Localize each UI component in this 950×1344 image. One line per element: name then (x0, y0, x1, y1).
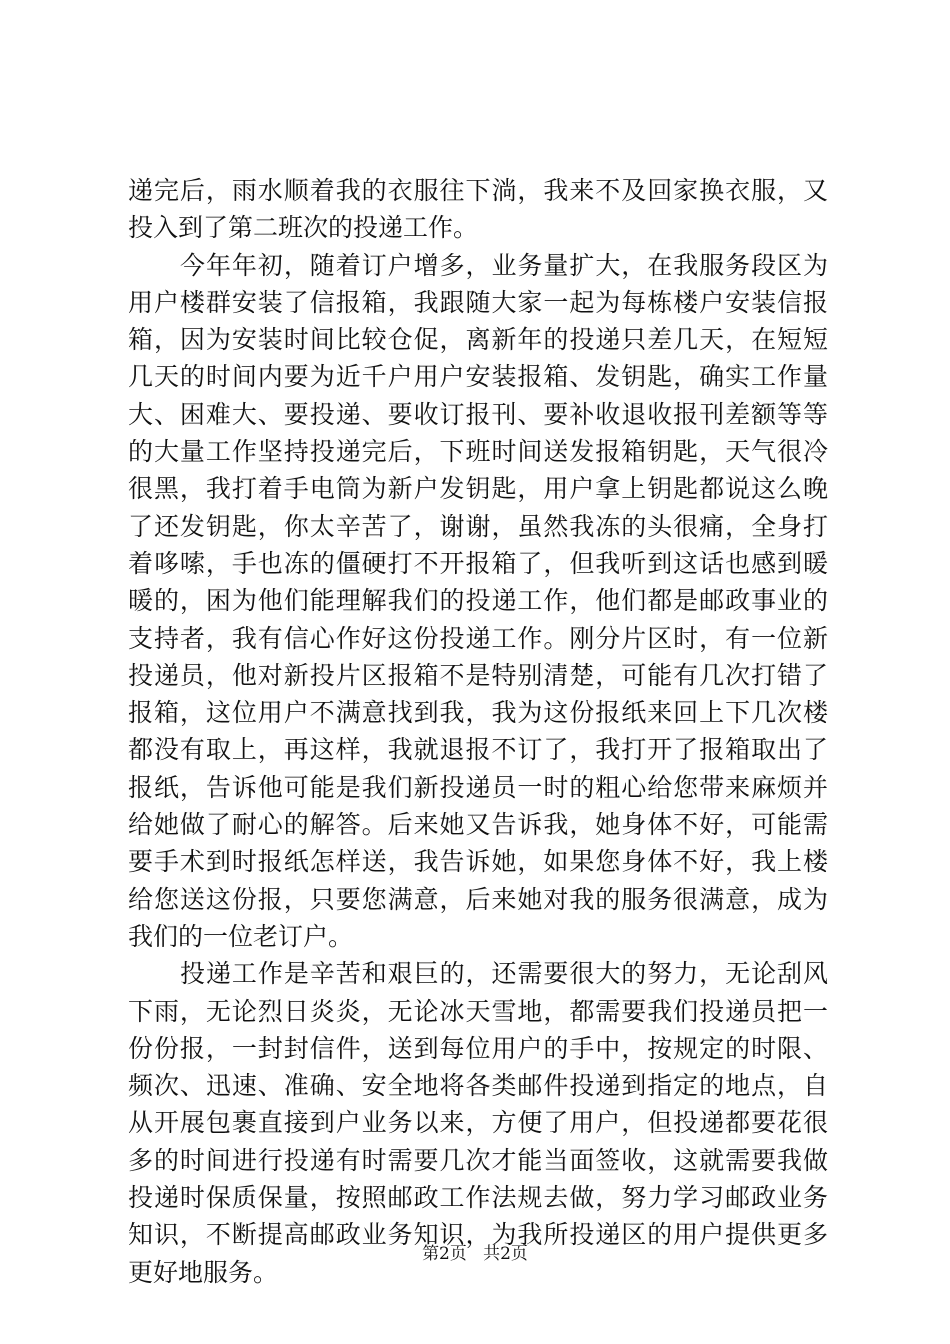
text-line: 投递员，他对新投片区报箱不是特别清楚，可能有几次打错了 (128, 660, 828, 690)
text-line: 暖的，困为他们能理解我们的投递工作，他们都是邮政事业的 (128, 586, 828, 616)
text-line: 要手术到时报纸怎样送，我告诉她，如果您身体不好，我上楼 (128, 847, 828, 877)
page-footer (0, 1242, 950, 1266)
text-line: 今年年初，随着订户增多，业务量扩大，在我服务段区为 (180, 250, 828, 280)
text-line: 报箱，这位用户不满意找到我，我为这份报纸来回上下几次楼 (128, 698, 828, 728)
text-line: 支持者，我有信心作好这份投递工作。刚分片区时，有一位新 (128, 623, 828, 653)
text-line: 都没有取上，再这样，我就退报不订了，我打开了报箱取出了 (128, 735, 828, 765)
text-line: 投递工作是辛苦和艰巨的，还需要很大的努力，无论刮风 (180, 959, 828, 989)
text-line: 更好地服务。 (128, 1257, 279, 1287)
text-line: 从开展包裹直接到户业务以来，方便了用户，但投递都要花很 (128, 1108, 828, 1138)
text-line: 投入到了第二班次的投递工作。 (128, 213, 479, 243)
text-line: 的大量工作坚持投递完后，下班时间送发报箱钥匙，天气很冷 (128, 437, 828, 467)
text-line: 投递时保质保量，按照邮政工作法规去做，努力学习邮政业务 (128, 1183, 828, 1213)
text-line: 频次、迅速、准确、安全地将各类邮件投递到指定的地点，自 (128, 1071, 828, 1101)
text-line: 用户楼群安装了信报箱，我跟随大家一起为每栋楼户安装信报 (128, 287, 828, 317)
text-line: 箱，因为安装时间比较仓促，离新年的投递只差几天，在短短 (128, 325, 828, 355)
text-line: 递完后，雨水顺着我的衣服往下淌，我来不及回家换衣服，又 (128, 176, 828, 205)
text-line: 了还发钥匙，你太辛苦了，谢谢，虽然我冻的头很痛，全身打 (128, 511, 828, 541)
page-total: 共2页 (483, 1244, 528, 1264)
text-line: 着哆嗦，手也冻的僵硬打不开报箱了，但我听到这话也感到暖 (128, 548, 828, 578)
body-text (128, 172, 828, 1291)
text-line: 给您送这份报，只要您满意，后来她对我的服务很满意，成为 (128, 884, 828, 914)
text-line: 大、困难大、要投递、要收订报刊、要补收退收报刊差额等等 (128, 399, 828, 429)
text-line: 给她做了耐心的解答。后来她又告诉我，她身体不好，可能需 (128, 810, 828, 840)
text-line: 多的时间进行投递有时需要几次才能当面签收，这就需要我做 (128, 1145, 828, 1175)
text-line: 我们的一位老订户。 (128, 921, 354, 951)
text-line: 下雨，无论烈日炎炎，无论冰天雪地，都需要我们投递员把一 (128, 996, 828, 1026)
text-line: 份份报，一封封信件，送到每位用户的手中，按规定的时限、 (128, 1033, 828, 1063)
footer-gap (472, 1244, 477, 1264)
text-line: 几天的时间内要为近千户用户安装报箱、发钥匙，确实工作量 (128, 362, 828, 392)
text-line: 知识，不断提高邮政业务知识，为我所投递区的用户提供更多 (128, 1220, 828, 1250)
text-line: 很黑，我打着手电筒为新户发钥匙，用户拿上钥匙都说这么晚 (128, 474, 828, 504)
page-number: 第2页 (422, 1244, 467, 1264)
text-line: 报纸，告诉他可能是我们新投递员一时的粗心给您带来麻烦并 (128, 772, 828, 802)
